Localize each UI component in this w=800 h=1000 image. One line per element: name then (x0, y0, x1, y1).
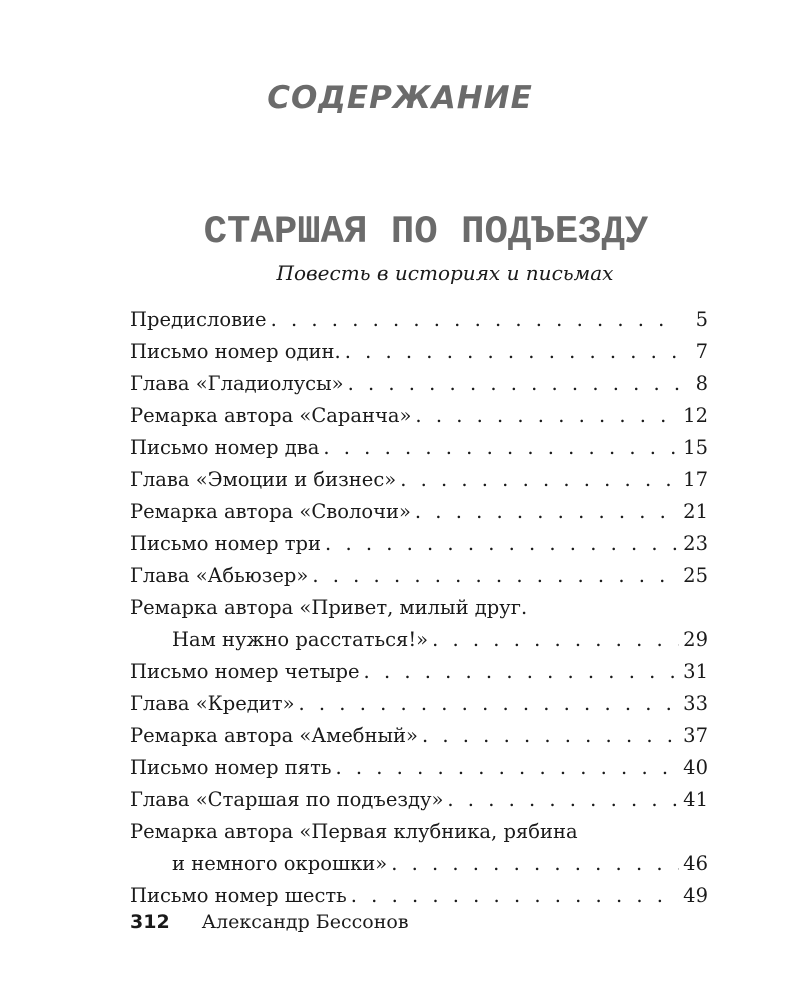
toc-entry-page: 12 (683, 404, 708, 427)
toc-entry[interactable] (130, 560, 708, 592)
toc-entry-title: Письмо номер четыре (130, 660, 360, 683)
toc-entry-page: 17 (683, 468, 708, 491)
running-author: Александр Бессонов (201, 911, 409, 933)
toc-leader-dots (400, 464, 679, 496)
book-title: СТАРШАЯ ПО ПОДЪЕЗДУ (203, 210, 649, 254)
toc-leader-dots (415, 496, 679, 528)
toc-entry[interactable] (130, 528, 708, 560)
toc-leader-dots (323, 432, 679, 464)
toc-entry[interactable] (130, 880, 708, 912)
toc-entry-title: Письмо номер три (130, 532, 322, 555)
toc-entry-title-continued: и немного окрошки» (172, 852, 388, 875)
toc-entry-page: 25 (683, 564, 708, 587)
page-footer (130, 911, 409, 933)
toc-entry[interactable] (130, 496, 708, 528)
toc-entry-page: 8 (695, 372, 708, 395)
toc-entry-title: Письмо номер два (130, 436, 320, 459)
toc-entry[interactable] (130, 784, 708, 816)
toc-leader-dots (447, 784, 679, 816)
toc-leader-dots (422, 720, 679, 752)
toc-leader-dots (364, 656, 680, 688)
toc-entry-title: Глава «Гладиолусы» (130, 372, 344, 395)
toc-entry-page: 29 (683, 628, 708, 651)
toc-entry-title: Ремарка автора «Привет, милый друг. (130, 596, 528, 619)
table-of-contents (130, 304, 708, 912)
toc-entry[interactable] (130, 688, 708, 720)
toc-leader-dots (345, 336, 680, 368)
toc-leader-dots (415, 400, 679, 432)
toc-entry-page: 15 (683, 436, 708, 459)
toc-entry-page: 7 (695, 340, 708, 363)
toc-entry-title: Ремарка автора «Первая клубника, рябина (130, 820, 578, 843)
section-heading: СОДЕРЖАНИЕ (267, 80, 533, 116)
toc-leader-dots (325, 528, 679, 560)
toc-leader-dots (391, 848, 679, 880)
toc-leader-dots (348, 368, 680, 400)
toc-entry-page: 23 (683, 532, 708, 555)
toc-entry-page: 49 (683, 884, 708, 907)
toc-entry-title: Глава «Старшая по подъезду» (130, 788, 444, 811)
toc-entry-title: Глава «Эмоции и бизнес» (130, 468, 397, 491)
toc-entry-page: 40 (683, 756, 708, 779)
toc-entry[interactable] (130, 336, 708, 368)
toc-entry-title: Предисловие (130, 308, 267, 331)
toc-entry-page: 37 (683, 724, 708, 747)
toc-leader-dots (432, 624, 679, 656)
toc-entry-title: Ремарка автора «Амебный» (130, 724, 418, 747)
toc-leader-dots (312, 560, 679, 592)
toc-entry-page: 31 (683, 660, 708, 683)
toc-entry[interactable] (130, 720, 708, 752)
toc-entry-title: Ремарка автора «Саранча» (130, 404, 412, 427)
toc-entry[interactable] (130, 816, 708, 880)
toc-entry[interactable] (130, 752, 708, 784)
toc-leader-dots (271, 304, 680, 336)
book-subtitle: Повесть в историях и письмах (276, 261, 614, 285)
toc-entry-title: Ремарка автора «Сволочи» (130, 500, 411, 523)
toc-entry-page: 21 (683, 500, 708, 523)
toc-entry-page: 33 (683, 692, 708, 715)
toc-entry-title: Письмо номер шесть (130, 884, 347, 907)
page-number: 312 (130, 911, 170, 933)
toc-entry[interactable] (130, 592, 708, 656)
toc-entry-page: 41 (683, 788, 708, 811)
toc-entry-page: 46 (683, 852, 708, 875)
toc-entry[interactable] (130, 368, 708, 400)
toc-entry-title: Глава «Кредит» (130, 692, 295, 715)
toc-entry[interactable] (130, 464, 708, 496)
toc-entry[interactable] (130, 304, 708, 336)
toc-entry-title: Письмо номер пять (130, 756, 332, 779)
toc-entry-title: Глава «Абьюзер» (130, 564, 309, 587)
toc-leader-dots (299, 688, 680, 720)
toc-entry-title-continued: Нам нужно расстаться!» (172, 628, 429, 651)
toc-entry-page: 5 (695, 308, 708, 331)
toc-entry[interactable] (130, 432, 708, 464)
toc-entry-title: Письмо номер один. (130, 340, 341, 363)
toc-leader-dots (335, 752, 679, 784)
toc-entry[interactable] (130, 400, 708, 432)
toc-leader-dots (351, 880, 679, 912)
toc-entry[interactable] (130, 656, 708, 688)
